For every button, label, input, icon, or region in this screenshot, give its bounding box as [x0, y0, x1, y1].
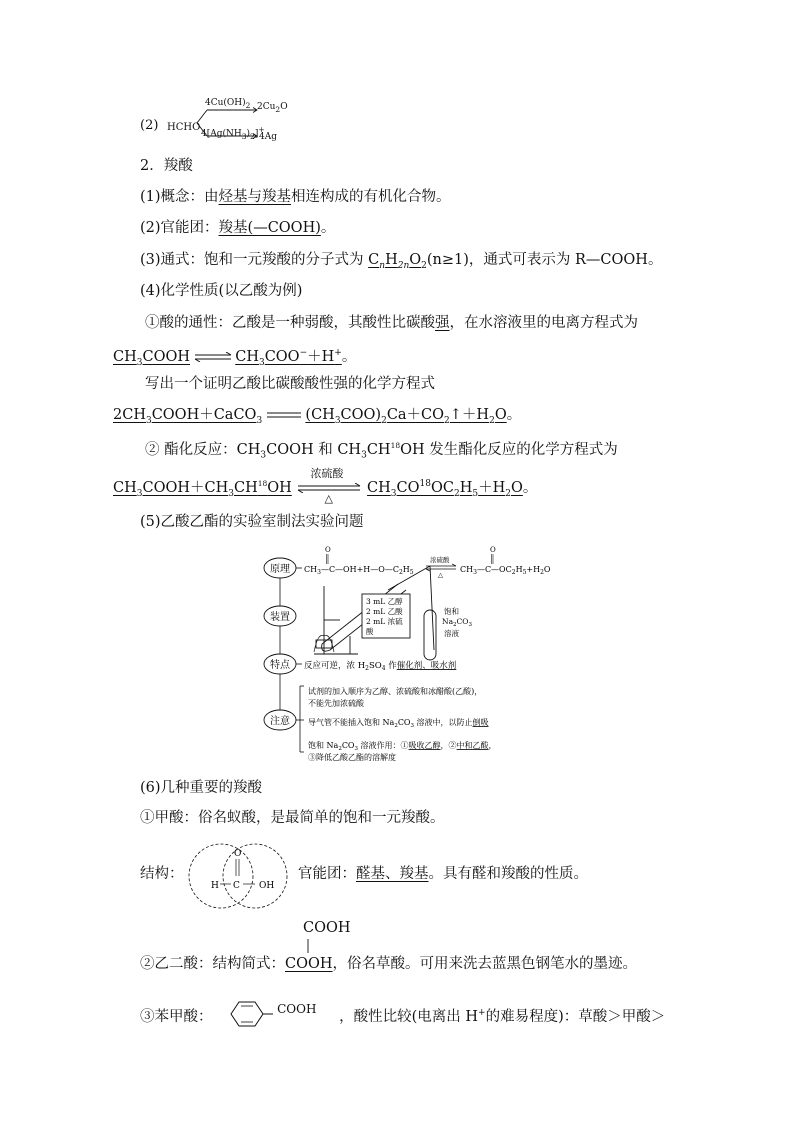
- principle-cond: 浓硫酸: [430, 556, 450, 564]
- ester-lab-diagram: [258, 540, 568, 770]
- esterification-equation: $CH_3COOH+CH_3CH^{18}OH$ 浓硫酸 △ $CH_3CO^{18}OC_2H_5+H_2O$。: [113, 466, 538, 505]
- oxalic-top: COOH: [303, 920, 351, 936]
- benzoic-structure: [217, 1001, 339, 1027]
- formic-struct-label: 结构：: [140, 866, 184, 882]
- formic-o: O: [234, 849, 242, 859]
- rxn2-top-reagent: $4Cu(OH)_2$: [205, 98, 251, 110]
- note-2: 导气管不能插入饱和 $Na_2CO_3$ 溶液中，以防止倒吸: [308, 718, 489, 729]
- flask-sulfuric-cont: 酸: [366, 627, 374, 636]
- formic-fg-line: 官能团：醛基、羧基。具有醛和羧酸的性质。: [298, 866, 588, 882]
- formic-line: ①甲酸：俗名蚁酸，是最简单的饱和一元羧酸。: [140, 810, 445, 826]
- oxalic-bond: [306, 939, 310, 953]
- rxn2-reactant: HCHO: [167, 122, 201, 133]
- formic-c: C: [233, 881, 240, 891]
- principle-heat: △: [438, 571, 443, 579]
- note-3: 饱和 $Na_2CO_3$ 溶液作用：①吸收乙醇，②中和乙酸，: [308, 741, 497, 752]
- flask-ethanol: 3 mL 乙醇: [366, 597, 403, 606]
- rxn2-bottom-product: 4Ag: [259, 132, 277, 142]
- note-1b: 不能先加浓硫酸: [308, 699, 364, 708]
- benzoic-line: ③苯甲酸： COOH ，酸性比较(电离出 H+的难易程度)：草酸＞甲酸＞: [140, 1003, 665, 1027]
- proof-equation: $2CH_3COOH+CaCO_3$ $(CH_3COO)_2Ca+CO_2↑+H_2O$。: [113, 407, 522, 426]
- chemprop-title: (4)化学性质(以乙酸为例): [140, 283, 303, 299]
- reversible-arrow-icon: [193, 352, 233, 362]
- concept-line: (1)概念：由烃基与羧基相连构成的有机化合物。: [140, 189, 451, 205]
- flask-sulfuric: 2 mL 浓硫: [366, 617, 403, 626]
- rxn2-bottom-reagent: $4[Ag(NH_3)_2]^+$: [201, 125, 265, 141]
- benzoic-cooh: COOH: [277, 1001, 317, 1016]
- section2-title: 2．羧酸: [140, 158, 193, 174]
- principle-equation: $CH_3—C—OH+H—O—C_2H_5$: [304, 565, 414, 576]
- ionization-equation: $CH_3COOH$ $CH_3COO^-+H^+$。: [113, 348, 357, 368]
- sat-label-2: $Na_2CO_3$: [442, 617, 472, 628]
- acidity-text: ①酸的通性：乙酸是一种弱酸，其酸性比碳酸强，在水溶液里的电离方程式为: [145, 315, 638, 331]
- oxalic-line: ②乙二酸：结构简式：COOH，俗名草酸。可用来洗去蓝黑色钢笔水的墨迹。: [140, 956, 638, 972]
- rxn2-label: (2): [140, 118, 159, 133]
- condition-heat: △: [324, 491, 333, 505]
- feature-label: 特点: [270, 660, 290, 671]
- equals-sign-icon: [265, 410, 303, 420]
- esterification-text: ② 酯化反应：$CH_3COOH$ 和 $CH_3CH^{18}OH$ 发生酯化反应的化学方程式为: [145, 441, 618, 461]
- note-3f: ③降低乙酸乙酯的溶解度: [308, 753, 396, 762]
- formic-structure: [187, 842, 293, 910]
- general-formula-line: (3)通式：饱和一元羧酸的分子式为 $C_nH_{2n}O_2(n\ge 1)$，通式可表示为 R—COOH。: [140, 252, 663, 271]
- device-label: 装置: [270, 612, 290, 623]
- general-formula: $C_nH_{2n}O_2$: [368, 252, 427, 271]
- lab-title: (5)乙酸乙酯的实验室制法实验问题: [140, 514, 364, 530]
- proof-text: 写出一个证明乙酸比碳酸酸性强的化学方程式: [145, 376, 435, 392]
- principle-product: $CH_3—C—OC_2H_5+H_2O$: [460, 565, 551, 576]
- esterification-condition: [296, 466, 362, 505]
- sat-label-3: 溶液: [444, 629, 459, 638]
- note-1a: 试剂的加入顺序为乙醇、浓硫酸和冰醋酸(乙酸)，: [308, 687, 483, 696]
- functional-group-line: (2)官能团：羧基(—COOH)。: [140, 220, 336, 236]
- formic-h: H: [211, 881, 219, 891]
- flask-acetic: 2 mL 乙酸: [366, 607, 403, 616]
- principle-label: 原理: [270, 564, 290, 575]
- sat-label-1: 饱和: [444, 607, 459, 616]
- o-mark-1: O: [325, 546, 331, 554]
- important-title: (6)几种重要的羧酸: [140, 780, 263, 796]
- o-mark-2: O: [490, 546, 496, 554]
- rxn2-top-product: $2Cu_2O$: [257, 102, 288, 114]
- feature-text: 反应可逆，浓 $H_2SO_4$ 作催化剂、吸水剂: [304, 661, 457, 672]
- notice-label: 注意: [270, 716, 290, 727]
- formic-oh: OH: [259, 881, 275, 891]
- condition-acid: 浓硫酸: [310, 466, 344, 480]
